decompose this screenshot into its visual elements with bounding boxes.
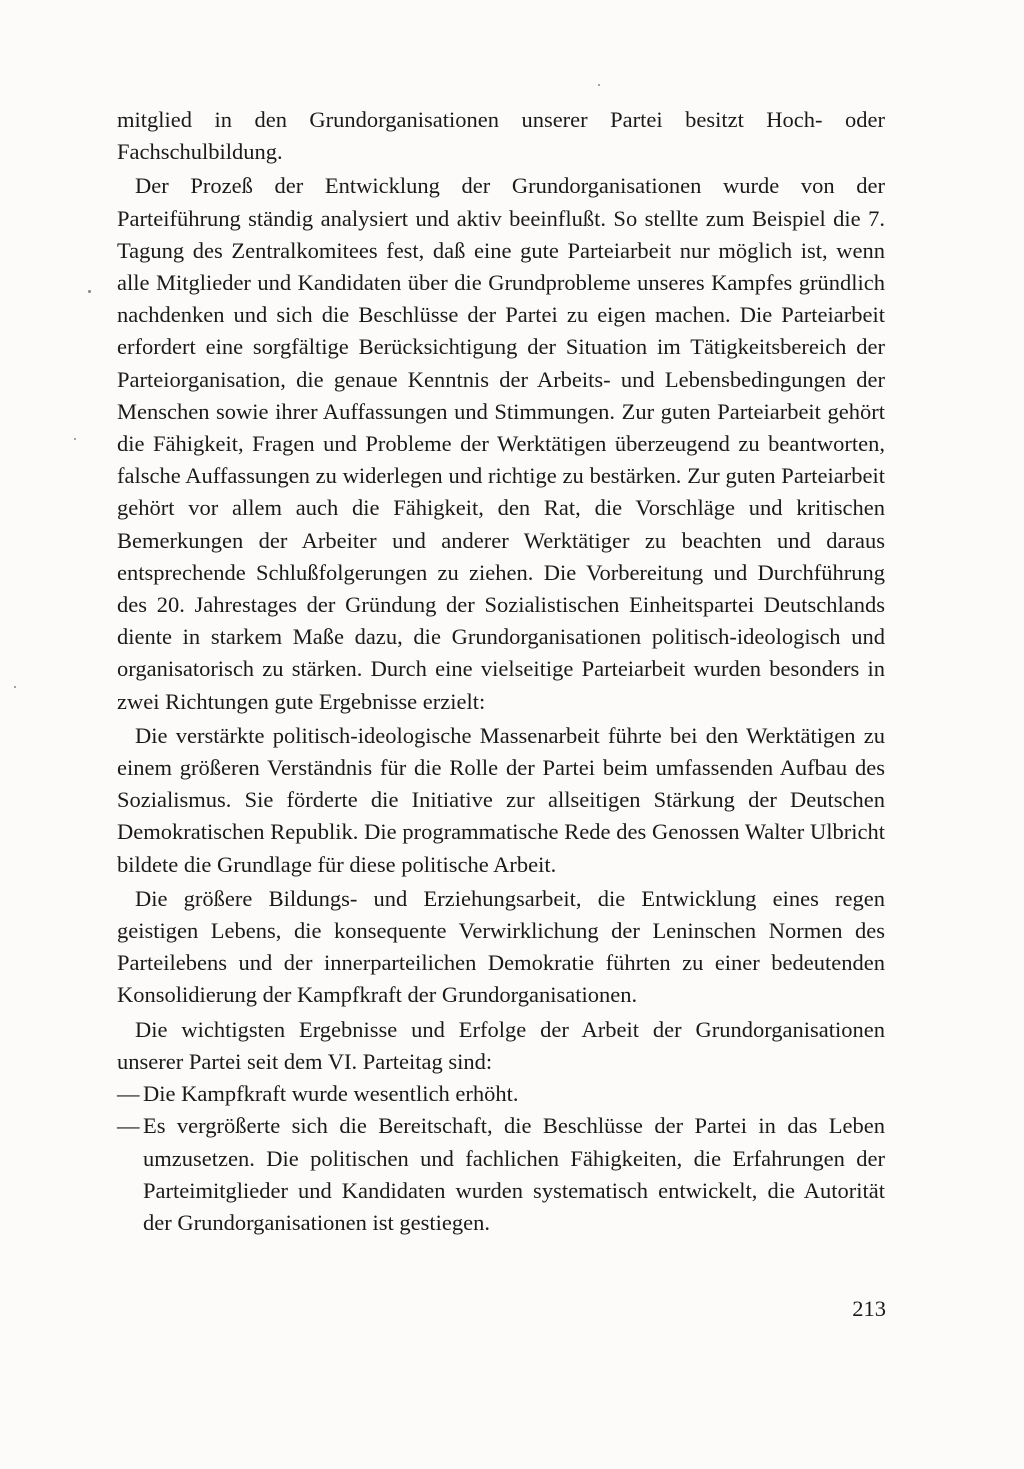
paragraph: Die wichtigsten Ergebnisse und Erfolge der Arbeit der Grundorganisationen unserer Partei seit dem VI. Parteitag sind: <box>117 1016 885 1074</box>
list-item-text: Die Kampfkraft wurde wesentlich erhöht. <box>143 1081 519 1107</box>
print-speck <box>88 290 91 293</box>
page-number: 213 <box>852 1296 886 1321</box>
dash-marker: — <box>117 1081 140 1107</box>
print-speck <box>598 84 600 86</box>
list-item <box>117 1110 885 1239</box>
print-speck <box>14 686 16 688</box>
dash-marker: — <box>117 1113 140 1139</box>
paragraph: Der Prozeß der Entwicklung der Grundorganisationen wurde von der Parteiführung ständig analysiert und aktiv beeinflußt. So stellte zum Beispiel die 7. Tagung des Zentralkomitees fest, daß eine gute Parteiarbeit nur möglich ist, wenn alle Mitglieder und Kandidaten über die Grundprobleme unseres Kampfes gründlich nachdenken und sich die Beschlüsse der Partei zu eigen machen. Die Parteiarbeit erfordert eine sorgfältige Berücksichtigung der Situation im Tätigkeitsbereich der Parteiorganisation, die genaue Kenntnis der Arbeits- und Lebensbedingungen der Menschen sowie ihrer Auffassungen und Stimmungen. Zur guten Parteiarbeit gehört die Fähigkeit, Fragen und Probleme der Werktätigen überzeugend zu beantworten, falsche Auffassungen zu widerlegen und richtige zu bestärken. Zur guten Parteiarbeit gehört vor allem auch die Fähigkeit, den Rat, die Vorschläge und kritischen Bemerkungen der Arbeiter und anderer Werktätiger zu beachten und daraus entsprechende Schlußfolgerungen zu ziehen. Die Vorbereitung und Durchführung des 20. Jahrestages der Gründung der Sozialistischen Einheitspartei Deutschlands diente in starkem Maße dazu, die Grundorganisationen politisch-ideologisch und organisatorisch zu stärken. Durch eine vielseitige Parteiarbeit wurden besonders in zwei Richtungen gute Ergebnisse erzielt: <box>117 173 885 714</box>
paragraph: mitglied in den Grundorganisationen unserer Partei besitzt Hoch- oder Fachschulbildung. <box>117 107 885 165</box>
dash-list <box>117 1078 885 1239</box>
list-item <box>117 1078 885 1110</box>
print-speck <box>74 438 76 440</box>
body-text <box>117 104 885 1239</box>
paragraph: Die größere Bildungs- und Erziehungsarbeit, die Entwicklung eines regen geistigen Lebens, die konsequente Verwirklichung der Leninschen Normen des Parteilebens und der innerparteilichen Demokratie führten zu einer bedeutenden Konsolidierung der Kampfkraft der Grundorganisationen. <box>117 885 885 1008</box>
paragraph: Die verstärkte politisch-ideologische Massenarbeit führte bei den Werktätigen zu einem größeren Verständnis für die Rolle der Partei beim umfassenden Aufbau des Sozialismus. Sie förderte die Initiative zur allseitigen Stärkung der Deutschen Demokratischen Republik. Die programmatische Rede des Genossen Walter Ulbricht bildete die Grundlage für diese politische Arbeit. <box>117 722 885 877</box>
list-item-text: Es vergrößerte sich die Bereitschaft, die Beschlüsse der Partei in das Leben umzusetzen. Die politischen und fachlichen Fähigkeiten, die Erfahrungen der Parteimitglieder und Kandidaten wurden systematisch entwickelt, die Autorität der Grundorganisationen ist gestiegen. <box>143 1113 885 1235</box>
